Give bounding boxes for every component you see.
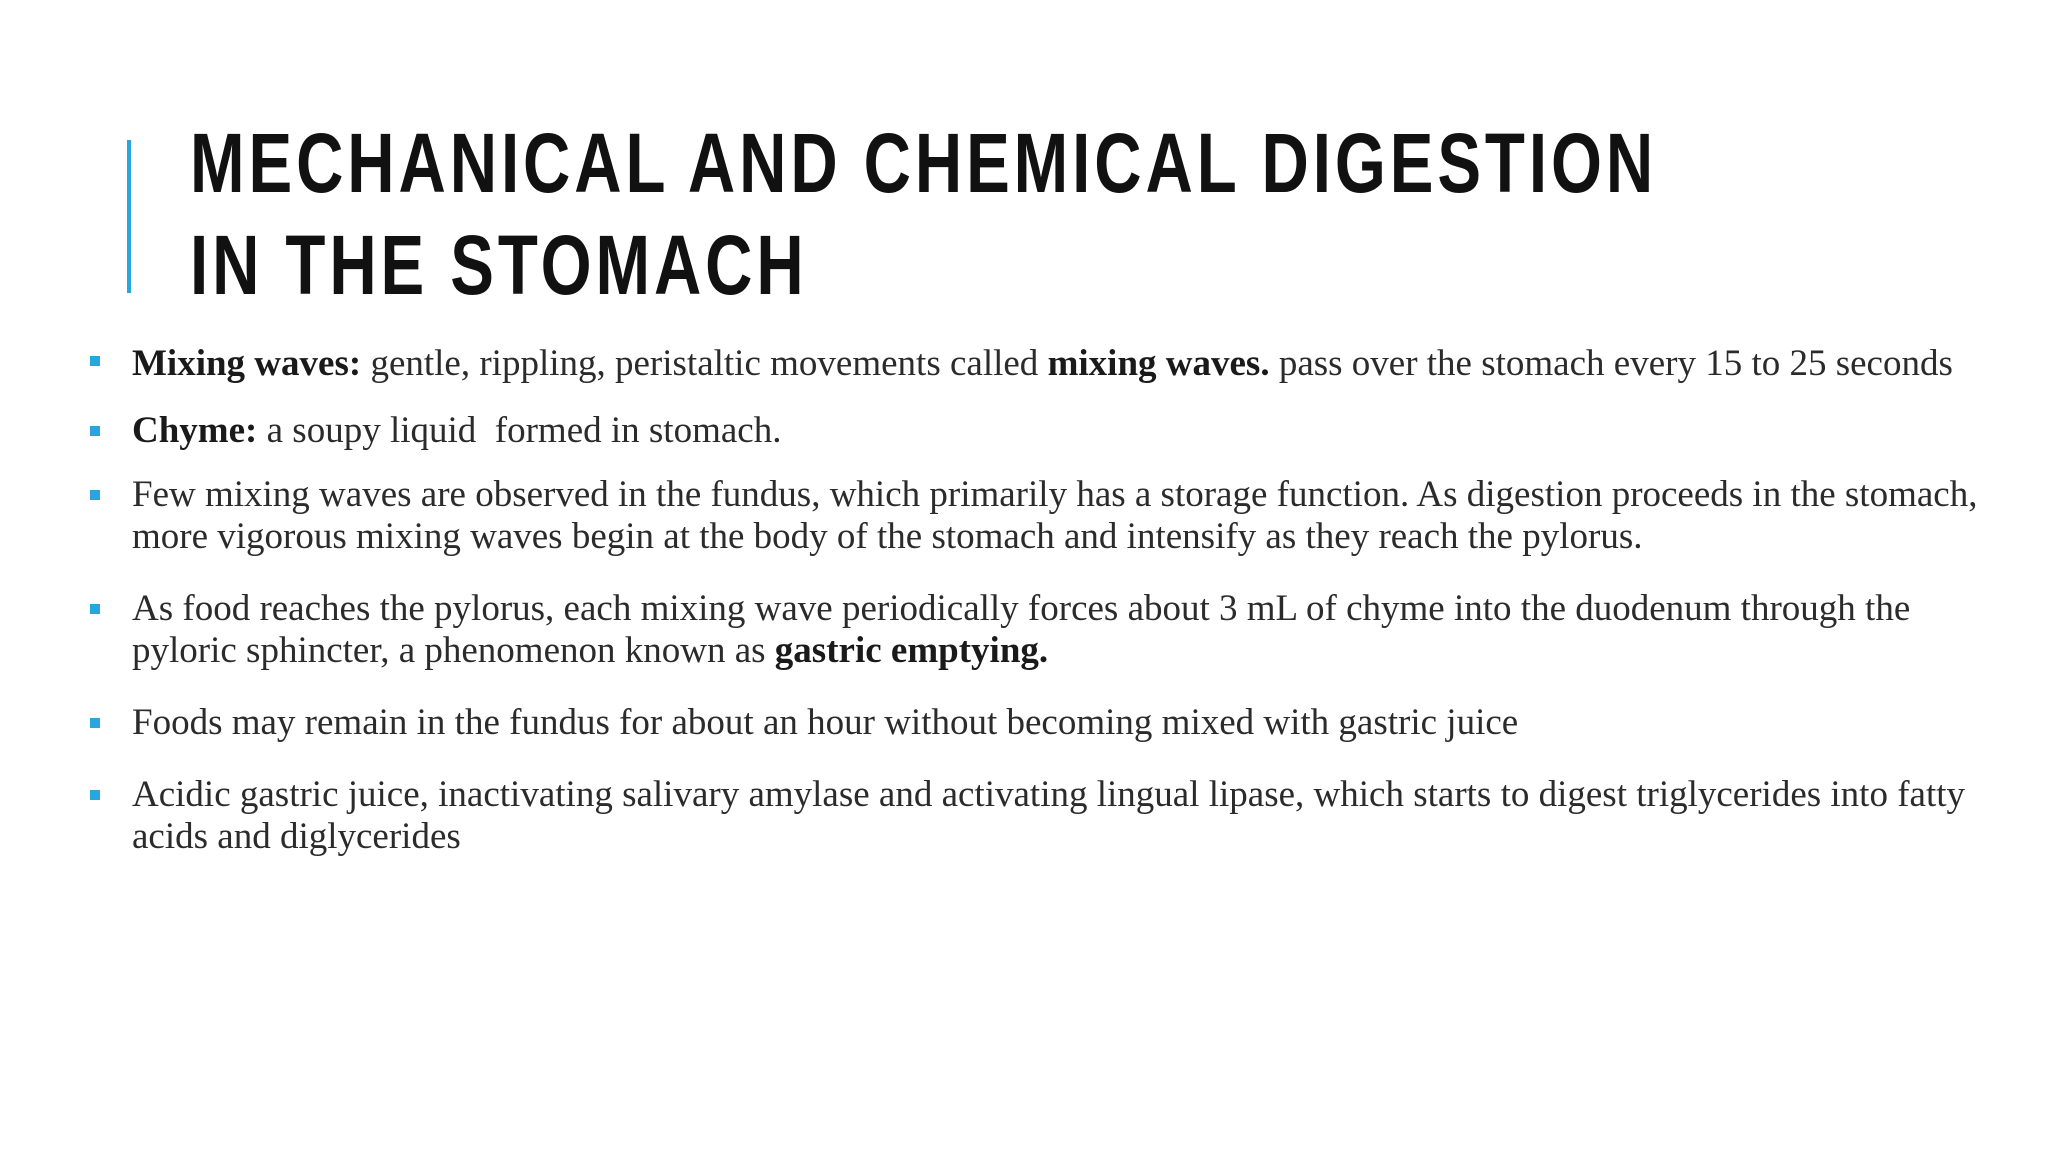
bullet-term: Chyme: (132, 410, 258, 451)
bullet-list (86, 340, 1996, 858)
square-bullet-icon (90, 490, 100, 500)
title-accent-bar (127, 140, 131, 293)
bullet-acidic-juice (86, 774, 1996, 858)
square-bullet-icon (90, 356, 100, 366)
slide-title-line-1: MECHANICAL AND CHEMICAL DIGESTION (190, 116, 1658, 210)
bullet-text: a soupy liquid formed in stomach. (257, 410, 782, 451)
square-bullet-icon (90, 426, 100, 436)
bullet-text: Foods may remain in the fundus for about an hour without becoming mixed with gastric juice (132, 702, 1519, 743)
bullet-bold-text: mixing waves. (1047, 343, 1270, 384)
bullet-gastric-emptying (86, 588, 1996, 672)
square-bullet-icon (90, 790, 100, 800)
bullet-fundus-mixing (86, 474, 1996, 558)
bullet-mixing-waves (86, 340, 1996, 388)
bullet-text: gentle, rippling, peristaltic movements called (361, 343, 1048, 384)
square-bullet-icon (90, 604, 100, 614)
bullet-text: Acidic gastric juice, inactivating salivary amylase and activating lingual lipase, which starts to digest triglycerides into fatty acids and diglycerides (132, 774, 1966, 857)
bullet-term: Mixing waves: (132, 343, 362, 384)
bullet-text: As food reaches the pylorus, each mixing wave periodically forces about 3 mL of chyme into the duodenum through the pyloric sphincter, a phenomenon known as (132, 588, 1911, 671)
bullet-chyme (86, 410, 1996, 452)
bullet-text: pass over the stomach every 15 to 25 seconds (1269, 343, 1953, 384)
square-bullet-icon (90, 718, 100, 728)
bullet-text: Few mixing waves are observed in the fundus, which primarily has a storage function. As digestion proceeds in the stomach, more vigorous mixing waves begin at the body of the stomach and intensify as they reach the pylorus. (132, 474, 1978, 557)
bullet-fundus-storage (86, 702, 1996, 744)
slide-title-line-2: IN THE STOMACH (190, 218, 808, 312)
slide-title (190, 112, 1658, 316)
bullet-bold-text: gastric emptying. (774, 630, 1049, 671)
